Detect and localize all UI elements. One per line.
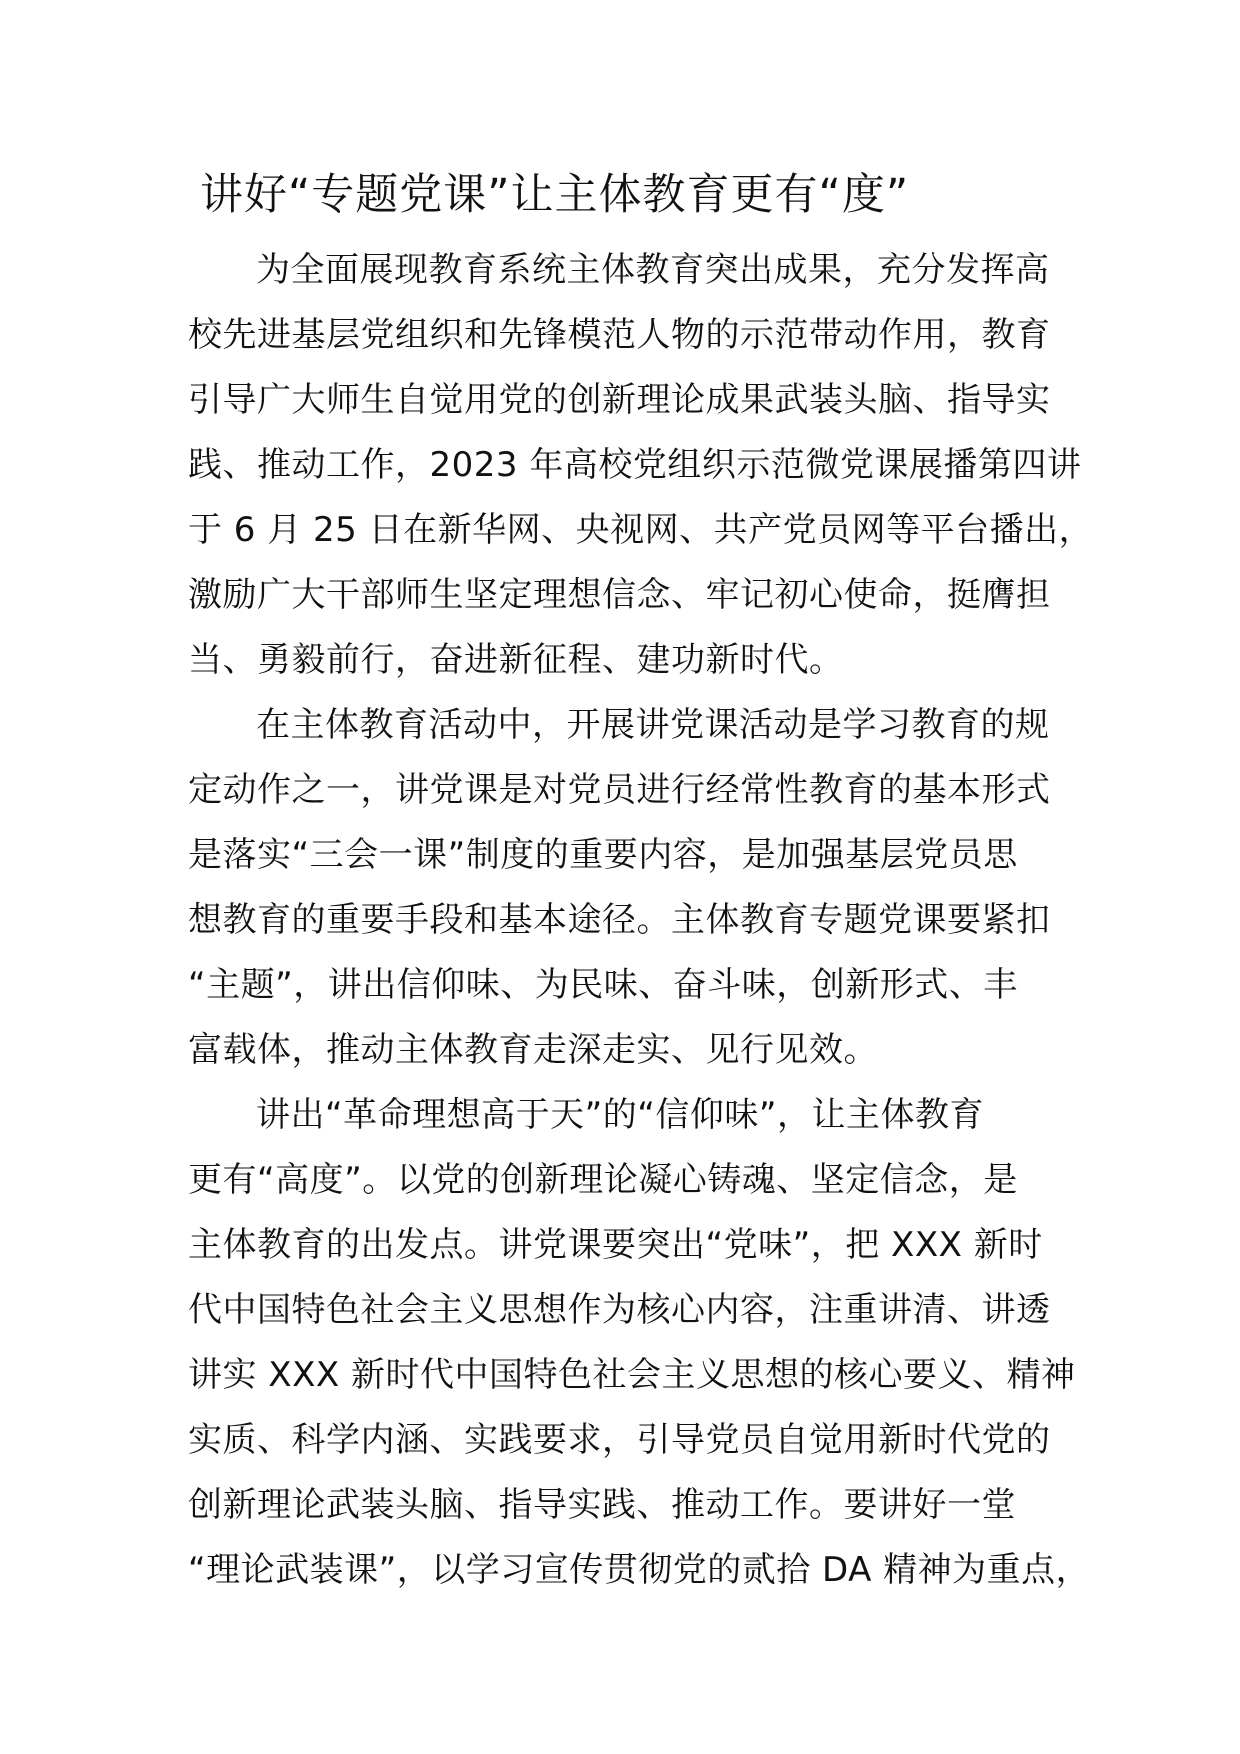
text-line: 更有“高度”。以党的创新理论凝心铸魂、坚定信念，是 [188, 1160, 1018, 1200]
text-line: 创新理论武装头脑、指导实践、推动工作。要讲好一堂 [188, 1485, 1016, 1525]
text-line: 激励广大干部师生坚定理想信念、牢记初心使命，挺膺担 [188, 575, 1051, 615]
paragraph-3 [188, 1083, 1091, 1603]
text-line: 于 6 月 25 日在新华网、央视网、共产党员网等平台播出， [188, 510, 1094, 550]
text-line: 主体教育的出发点。讲党课要突出“党味”，把 XXX 新时 [188, 1225, 1043, 1265]
text-line: “理论武装课”，以学习宣传贯彻党的贰拾 DA 精神为重点， [188, 1550, 1091, 1590]
document-title: 讲好“专题党课”让主体教育更有“度” [200, 170, 910, 220]
text-line: 为全面展现教育系统主体教育突出成果，充分发挥高 [256, 250, 1050, 290]
text-line: 引导广大师生自觉用党的创新理论成果武装头脑、指导实 [188, 380, 1051, 420]
text-line: 校先进基层党组织和先锋模范人物的示范带动作用，教育 [188, 315, 1051, 355]
text-line: 践、推动工作，2023 年高校党组织示范微党课展播第四讲 [188, 445, 1082, 485]
text-line: 当、勇毅前行，奋进新征程、建功新时代。 [188, 640, 844, 680]
document-body [188, 238, 1094, 1603]
paragraph-2 [188, 693, 1063, 1083]
text-line: 在主体教育活动中，开展讲党课活动是学习教育的规 [256, 705, 1050, 745]
text-line: “主题”，讲出信仰味、为民味、奋斗味，创新形式、丰 [188, 965, 1018, 1005]
text-line: 讲出“革命理想高于天”的“信仰味”，让主体教育 [256, 1095, 984, 1135]
text-line: 想教育的重要手段和基本途径。主体教育专题党课要紧扣 [188, 900, 1051, 940]
text-line: 实质、科学内涵、实践要求，引导党员自觉用新时代党的 [188, 1420, 1051, 1460]
text-line: 代中国特色社会主义思想作为核心内容，注重讲清、讲透 [188, 1290, 1051, 1330]
text-line: 是落实“三会一课”制度的重要内容，是加强基层党员思 [188, 835, 1018, 875]
paragraph-1 [188, 238, 1094, 693]
text-line: 富载体，推动主体教育走深走实、见行见效。 [188, 1030, 878, 1070]
text-line: 讲实 XXX 新时代中国特色社会主义思想的核心要义、精神 [188, 1355, 1076, 1395]
text-line: 定动作之一，讲党课是对党员进行经常性教育的基本形式 [188, 770, 1051, 810]
